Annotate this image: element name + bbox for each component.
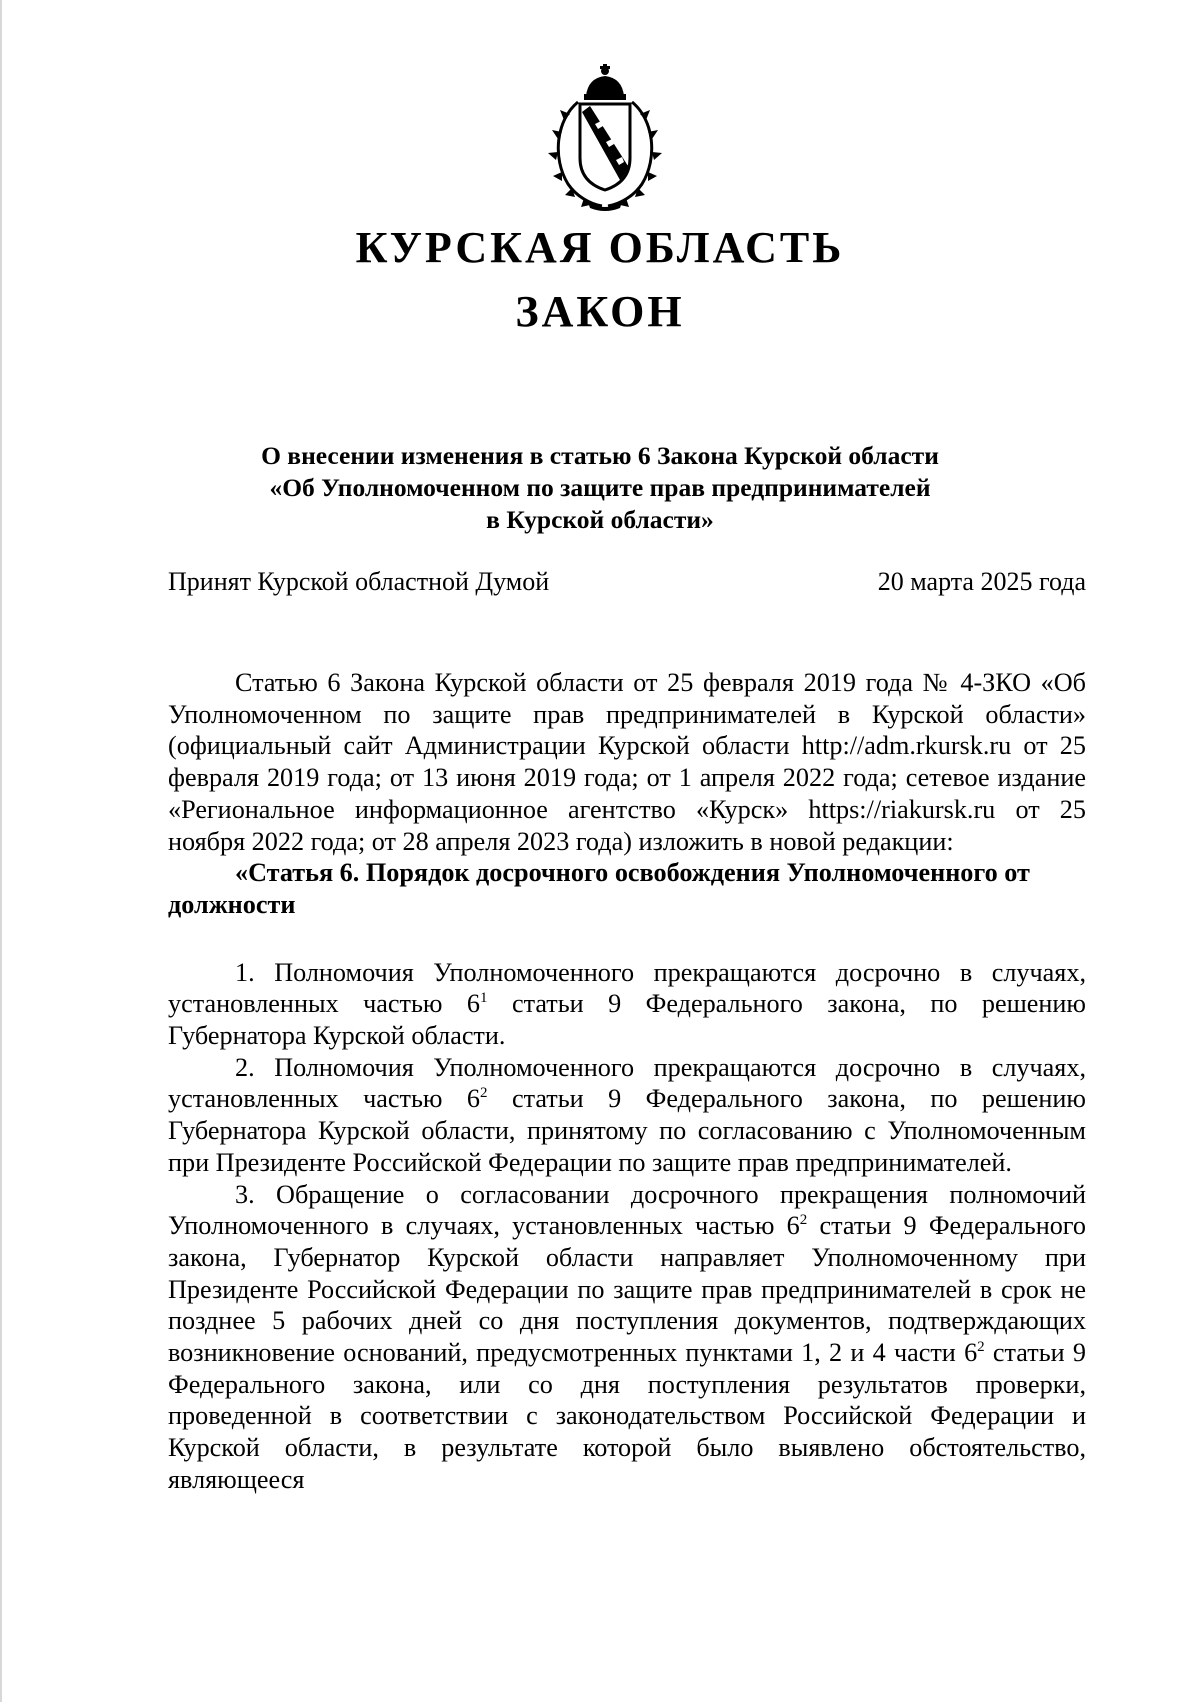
clause-3-text-b: статьи 9 Федерального закона, Губернатор Курской области направляет Уполномоченному при Президенте Российской Федерации по защите прав предпринимателей в срок не позднее 5 рабочих дней со дня поступления документов, подтверждающих возникновение оснований, предусмотренных пунктами 1, 2 и 4 части 6 xyxy=(168,1211,1086,1368)
document-type-heading: ЗАКОН xyxy=(515,287,685,336)
coat-of-arms-icon xyxy=(540,62,670,212)
clause-3-text-c: статьи 9 Федерального закона, или со дня поступления результатов проверки, проведенной в соответствии с законодательством Российской Федерации и Курской области, в результате которой было выявлено обстоятельство, являющееся xyxy=(168,1338,1086,1494)
clause-2 xyxy=(168,1052,1086,1179)
adoption-date: 20 марта 2025 года xyxy=(877,567,1086,596)
clause-3-text-a: 3. Обращение о согласовании досрочного прекращения полномочий Уполномоченного в случаях, установленных частью 6 xyxy=(168,1179,1086,1241)
article-heading: «Статья 6. Порядок досрочного освобождения Уполномоченного от должности xyxy=(168,858,1030,919)
law-body xyxy=(168,667,1086,1496)
clause-1-text-b: статьи 9 Федерального закона, по решению Губернатора Курской области. xyxy=(168,989,1086,1051)
clause-1-superscript: 1 xyxy=(480,990,488,1007)
adopted-by: Принят Курской областной Думой xyxy=(168,567,550,596)
clause-2-superscript: 2 xyxy=(480,1085,488,1102)
clause-2-text-b: статьи 9 Федерального закона, по решению Губернатора Курской области, принятому по согласованию с Уполномоченным при Президенте Российской Федерации по защите прав предпринимателей. xyxy=(168,1084,1086,1177)
clause-3 xyxy=(168,1179,1086,1496)
law-title-line-1: О внесении изменения в статью 6 Закона Курской области xyxy=(261,441,939,470)
paragraph-gap xyxy=(168,921,1086,957)
clause-3-superscript-1: 2 xyxy=(799,1212,808,1229)
clause-1-text-a: 1. Полномочия Уполномоченного прекращаются досрочно в случаях, установленных частью 6 xyxy=(168,957,1086,1019)
law-title xyxy=(230,440,970,536)
region-heading: КУРСКАЯ ОБЛАСТЬ xyxy=(355,223,845,272)
law-title-line-2: «Об Уполномоченном по защите прав предпринимателей xyxy=(269,473,931,502)
clause-3-superscript-2: 2 xyxy=(977,1339,985,1356)
clause-1 xyxy=(168,957,1086,1052)
intro-paragraph: Статью 6 Закона Курской области от 25 февраля 2019 года № 4-ЗКО «Об Уполномоченном по защите прав предпринимателей в Курской области» (официальный сайт Администрации Курской области http://adm.rkursk.ru от 25 февраля 2019 года; от 13 июня 2019 года; от 1 апреля 2022 года; сетевое издание «Региональное информационное агентство «Курск» https://riakursk.ru от 25 ноября 2022 года; от 28 апреля 2023 года) изложить в новой редакции: xyxy=(168,668,1086,856)
law-title-line-3: в Курской области» xyxy=(486,505,714,534)
clause-2-text-a: 2. Полномочия Уполномоченного прекращаются досрочно в случаях, установленных частью 6 xyxy=(168,1052,1086,1114)
